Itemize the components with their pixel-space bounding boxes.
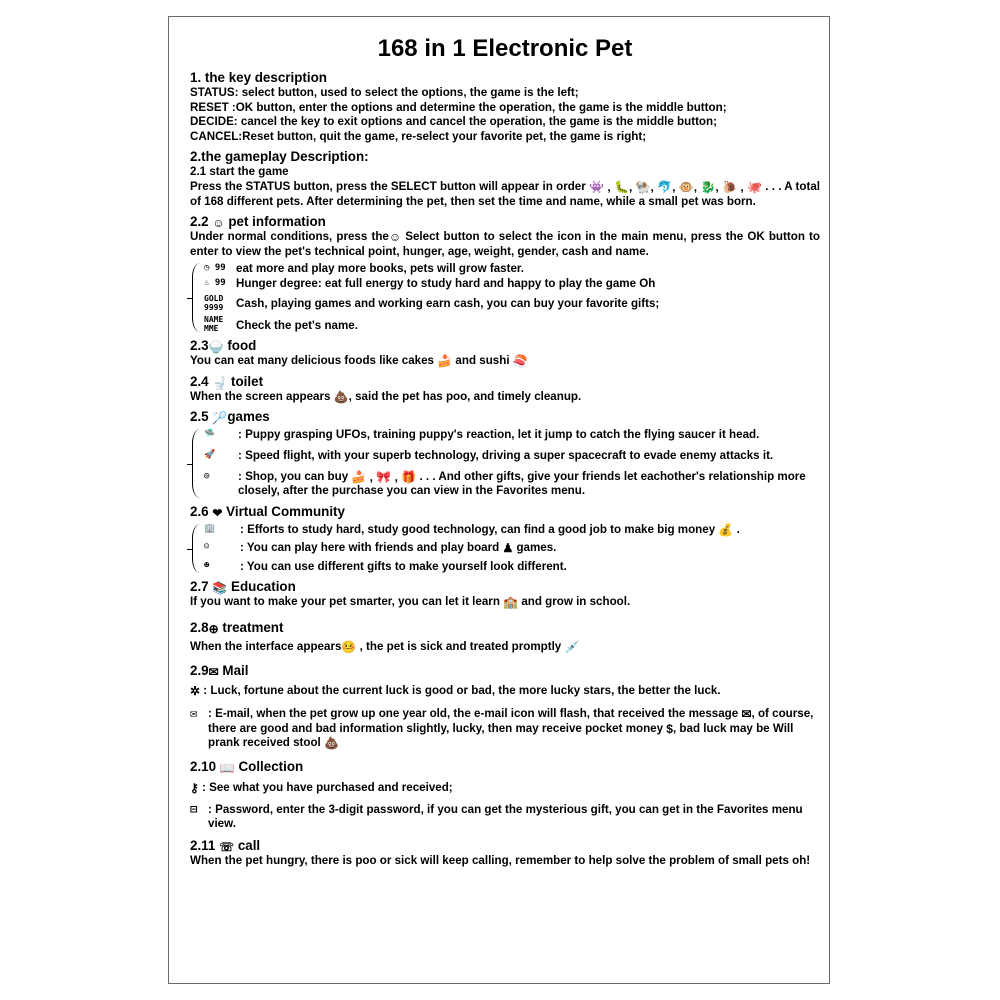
heading-number: 2.3 (190, 338, 209, 354)
section-heading (190, 214, 820, 230)
heading-text: games (227, 409, 270, 425)
pet-info-list (190, 262, 820, 333)
ufo-icon: 🛸 (204, 429, 216, 440)
heading-number: 2.8 (190, 620, 209, 636)
call-text: When the pet hungry, there is poo or sick will keep calling, remember to help solve the problem of small pets oh! (190, 853, 811, 867)
treatment-text-b: , the pet is sick and treated promptly (359, 640, 562, 654)
pet-face-icon: ☺ (212, 216, 225, 231)
list-item (204, 262, 820, 277)
shop-icon: ◎ (204, 470, 210, 481)
board-game-icon: ♟ (502, 541, 514, 556)
list-item-text (238, 470, 820, 499)
play-text-a: : You can play here with friends and play board (240, 541, 500, 555)
password-text: : Password, enter the 3-digit password, if you can get the mysterious gift, you can get in the Favorites menu view. (208, 802, 803, 831)
medical-cross-icon: ⊕ (208, 622, 219, 637)
education-text (190, 595, 820, 610)
email-c: , bad luck may be Will prank received stool (208, 721, 794, 750)
intro-b: Select button to select the icon in the main menu, press the OK button to enter to view the pet's technical point, hunger, age, weight, gender, cash and name. (190, 230, 820, 258)
lock-icon: ⊟ (190, 801, 198, 816)
section-heading: 2.the gameplay Description: (190, 149, 369, 165)
heading-text: Mail (222, 662, 249, 678)
envelope-icon: ✉ (208, 664, 219, 679)
list-item-text: Cash, playing games and working earn cash, you can buy your favorite gifts; (236, 296, 660, 310)
heading-text: food (227, 338, 257, 354)
heading-text: Education (231, 579, 296, 595)
friends-icon: ☺ (204, 542, 210, 553)
luck-text (190, 684, 820, 699)
money-icon: 💰 (718, 522, 734, 537)
heading-number: 2.10 (190, 759, 217, 775)
list-item (204, 277, 820, 292)
games-list (190, 428, 820, 498)
coins-icon: $ (666, 721, 673, 736)
section-toilet (190, 374, 820, 405)
syringe-icon: 💉 (564, 640, 580, 655)
section-virtual-community (190, 504, 820, 575)
heading-text: Collection (238, 759, 304, 775)
heading-text: Virtual Community (226, 503, 345, 519)
food-text-a: You can eat many delicious foods like cakes (190, 354, 434, 368)
email-a: : E-mail, when the pet grow up one year old, the e-mail icon will flash, that received the message (208, 707, 739, 721)
education-icon: 📚 (212, 581, 228, 596)
book-icon: 📖 (219, 761, 235, 776)
section-heading (190, 759, 820, 775)
list-item-text: : You can use different gifts to make yourself look different. (240, 559, 567, 573)
treatment-text (190, 640, 820, 655)
section-heading (190, 504, 820, 520)
envelope-icon: ✉ (741, 707, 752, 722)
section-education (190, 579, 820, 610)
list-item (204, 294, 820, 312)
heading-number: 2.7 (190, 579, 209, 595)
email-item (190, 707, 820, 751)
list-item (204, 470, 820, 499)
food-icon: 🍚 (208, 340, 224, 355)
page-title: 168 in 1 Electronic Pet (377, 35, 633, 62)
section-heading (190, 579, 820, 595)
start-game-text (190, 180, 820, 209)
treatment-text-a: When the interface appears (190, 640, 342, 654)
list-item-text: Check the pet's name. (236, 318, 358, 332)
name-icon: NAME MME (204, 314, 224, 333)
key-cancel-line: CANCEL:Reset button, quit the game, re-select your favorite pet, the game is right; (190, 129, 647, 143)
toilet-icon: 🚽 (212, 375, 228, 390)
star-icon: ✲ (190, 683, 201, 698)
pet-info-intro (190, 230, 820, 259)
section-heading (190, 409, 820, 425)
collection-see (190, 781, 820, 796)
list-item (204, 449, 820, 464)
heading-text: call (237, 837, 261, 853)
pet-icons: 👾 , 🐛, 🐏, 🐬, 🐵, 🐉, 🐌 , (589, 179, 744, 194)
food-text-b: and sushi (455, 354, 510, 368)
section-heading (190, 838, 820, 854)
start-text-a: Press the STATUS button, press the SELECT button will appear in order (190, 179, 586, 193)
education-text-b: and grow in school. (521, 595, 631, 609)
sushi-icon: 🍣 (512, 354, 528, 369)
list-item-text (240, 523, 820, 538)
call-icon: ☏ (219, 839, 235, 854)
see-text: : See what you have purchased and received; (202, 781, 453, 795)
school-icon: 🏫 (503, 595, 519, 610)
pet-face-icon: ☺ (388, 230, 402, 245)
section-heading (190, 620, 820, 636)
poo-icon: 💩 (324, 736, 339, 751)
spacecraft-icon: 🚀 (204, 449, 216, 460)
dress-icon: ☻ (204, 560, 210, 571)
list-item (204, 523, 820, 538)
list-item (204, 428, 820, 443)
heading-number: 2.4 (190, 373, 209, 389)
heading-number: 2.2 (190, 214, 209, 230)
toilet-text-b: , said the pet has poo, and timely cleanup. (348, 389, 582, 403)
racket-icon: 🏸 (212, 411, 228, 426)
heading-number: 2.11 (190, 837, 216, 853)
key-icon: ⚷ (190, 781, 199, 796)
section-treatment (190, 620, 820, 655)
section-heading (190, 338, 820, 354)
intro-a: Under normal conditions, press the (190, 230, 389, 244)
section-food (190, 338, 820, 369)
gold-icon: GOLD 9999 (204, 293, 224, 312)
section-collection (190, 759, 820, 832)
heading-text: treatment (222, 620, 284, 636)
work-tail: . (736, 522, 740, 536)
list-item-text: : Puppy grasping UFOs, training puppy's reaction, let it jump to catch the flying saucer it head. (238, 428, 760, 442)
section-gameplay (190, 149, 820, 209)
toilet-text-a: When the screen appears (190, 389, 331, 403)
clock-icon: ◷ 99 (204, 263, 226, 274)
list-item-text: : Speed flight, with your superb technology, driving a super spacecraft to evade enemy attacks it. (238, 448, 774, 462)
key-reset-line: RESET :OK button, enter the options and determine the operation, the game is the middle button; (190, 100, 727, 114)
list-item (204, 315, 820, 334)
shop-text-b: . . . And other gifts, give your friends let eachother's relationship more closely, after the purchase you can view in the Favorites menu. (238, 469, 806, 498)
password-item (190, 803, 820, 832)
food-text (190, 354, 820, 369)
work-icon: 🏢 (204, 523, 216, 534)
email-text (208, 707, 820, 751)
heading-number: 2.5 (190, 409, 209, 425)
cake-icon: 🍰 (437, 354, 453, 369)
pet-icon-last: 🐙 (746, 179, 762, 194)
work-text: : Efforts to study hard, study good technology, can find a good job to make big money (240, 522, 716, 536)
section-heading: 1. the key description (190, 70, 327, 85)
section-games (190, 409, 820, 498)
gift-icons: 🍰 , 🎀 , 🎁 (351, 469, 417, 484)
sick-icon: 🤒 (341, 640, 357, 655)
heading-number: 2.9 (190, 662, 209, 678)
key-decide-line: DECIDE: cancel the key to exit options and cancel the operation, the game is the middle button; (190, 115, 717, 129)
key-status-line: STATUS: select button, used to select the options, the game is the left; (190, 86, 579, 99)
heading-text: toilet (231, 373, 264, 389)
heading-text: pet information (228, 214, 326, 230)
shop-text-a: : Shop, you can buy (238, 469, 349, 483)
heart-icon: ❤ (212, 505, 223, 520)
section-heading (190, 663, 820, 679)
section-mail (190, 663, 820, 751)
section-pet-information (190, 214, 820, 333)
section-call (190, 838, 820, 869)
subsection-start-game: 2.1 start the game (190, 165, 289, 179)
start-text-b: . . . A total of 168 different pets. After determining the pet, then set the time and name, while a small pet was born. (190, 179, 820, 208)
education-text-a: If you want to make your pet smarter, you can let it learn (190, 595, 500, 609)
list-item (204, 541, 820, 556)
toilet-text (190, 390, 820, 405)
mail-icon: ✉ (190, 706, 198, 721)
hunger-icon: ♨ 99 (204, 277, 226, 288)
section-key-description (190, 70, 820, 144)
luck-line: : Luck, fortune about the current luck is good or bad, the more lucky stars, the better the luck. (203, 683, 721, 697)
heading-number: 2.6 (190, 503, 209, 519)
community-list (190, 523, 820, 575)
list-item (204, 560, 820, 575)
list-item-text (240, 541, 820, 556)
list-item-text: Hunger degree: eat full energy to study hard and happy to play the game Oh (236, 276, 656, 290)
section-heading (190, 374, 820, 390)
play-text-b: games. (516, 541, 557, 555)
email-b: , of course, there are good and bad information slightly, lucky, then may receive pocket money (208, 707, 814, 735)
list-item-text: eat more and play more books, pets will grow faster. (236, 262, 524, 276)
manual-content (190, 32, 820, 868)
poo-icon: 💩 (333, 389, 349, 404)
